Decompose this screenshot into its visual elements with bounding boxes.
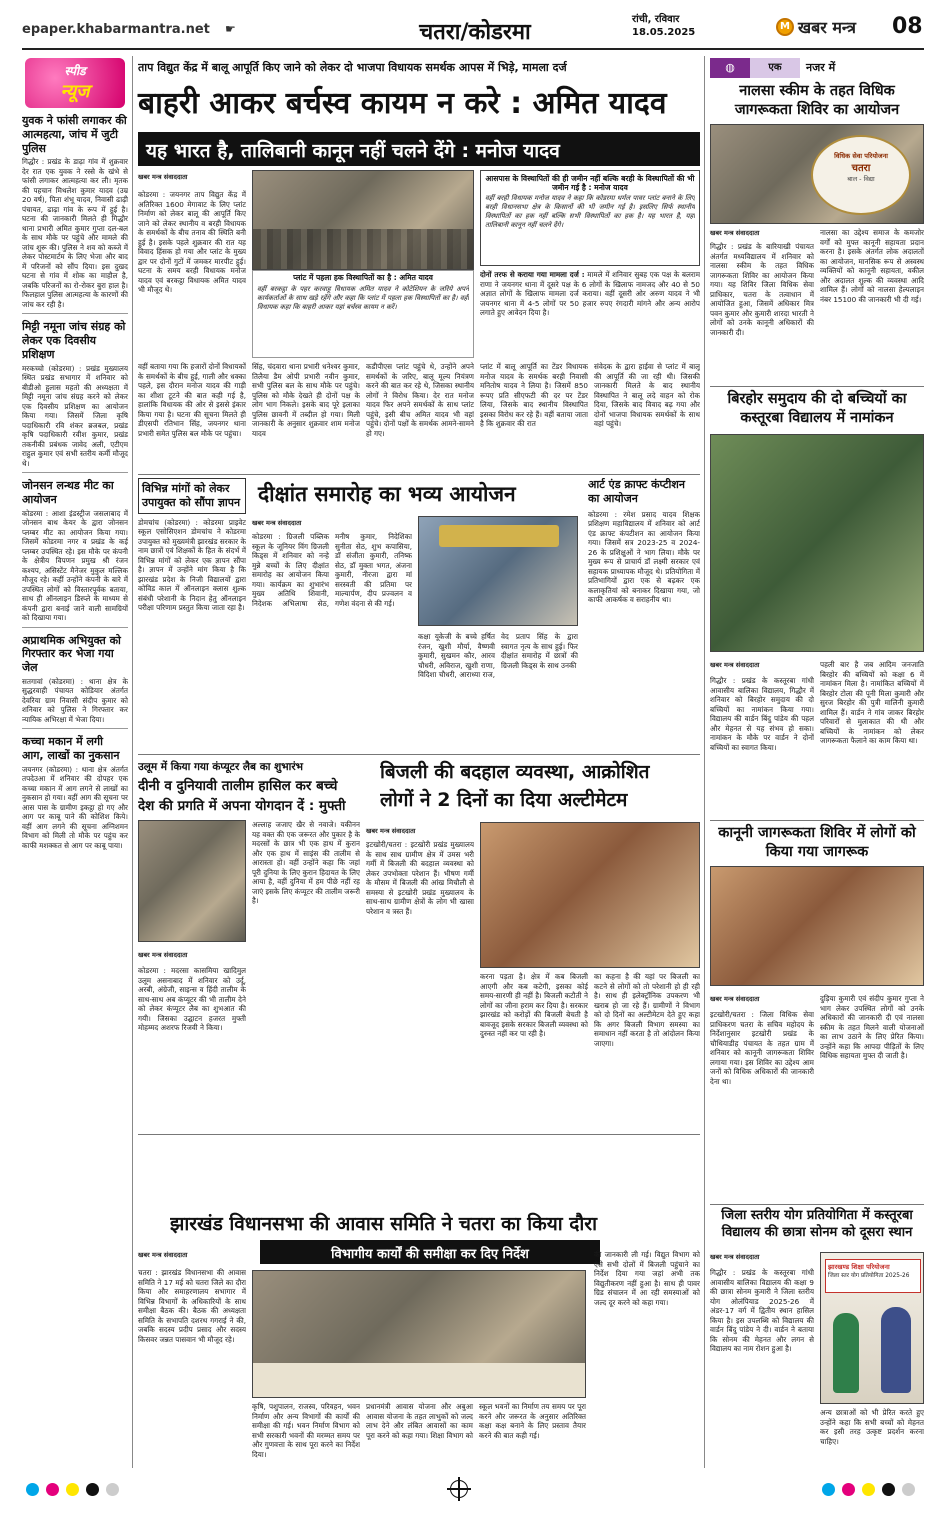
- power-byline: खबर मन्त्र संवाददाता: [366, 827, 416, 835]
- speed-news-item-title: जोनसन लन्थड मीट का आयोजन: [22, 479, 114, 506]
- speed-news-item-body: मरकच्चो (कोडरमा) : प्रखंड मुख्यालय स्थित प्रखंड सभागार में शनिवार को बीडीओ हुलास महतो की अध्यक्षता में मिट्टी नमूना जांच संग्रह करने को लेकर एक दिवसीय प्रशिक्षण का आयोजन किया गया। जिसमें जिला कृषि पदाधिकारी रवि शंकर ब्रजबल, प्रखंड कृषि पदाधिकारी रवीश कुमार, प्रखंड तकनीकी प्रबंधक जावेद अली, एटीएम राहुल कुमार एवं सभी स्तरीय कर्मी मौजूद थे।: [22, 363, 128, 468]
- assembly-body4: की जानकारी ली गई। विद्युत विभाग को ऐसे सभी दोलों में बिजली पहुंचाने का निर्देश दिया गया जहां अभी तक विद्युतीकरण नहीं हुआ है। साथ ही पावर ग्रिड संचालन में आ रही समस्याओं को जल्द दूर करने को कहा गया।: [594, 1250, 700, 1307]
- speed-news-item: [22, 735, 128, 850]
- lead-body-col5: प्लांट में बालू आपूर्ति का टेंडर विधायक मनोज यादव के समर्थक बरही निवासी मनितोष यादव ने लिया है। जिसमें 850 रूपए प्रति सीएफटी की दर पर टेंडर लिया, जिसके बाद स्थानीय विस्थापित इसका विरोध कर रहे हैं। वहीं बताया जाता है कि शुक्रवार की रात: [480, 362, 588, 428]
- speed-news-item-title: कच्चा मकान में लगी आग, लाखों का नुकसान: [22, 735, 120, 762]
- left-column-divider: [132, 56, 133, 1468]
- lead-photo-caption: [252, 270, 474, 358]
- lead-body-col2: वहीं बताया गया कि हजारों दोनों विधायकों के समर्थकों के बीच हुई, गाली और धक्का पहले, इस दौरान मनोज यादव की गाड़ी का शीशा टूटने की बात कही गई है, हालांकि विधायक की ओर से इससे इंकार किया गया है। घटना की सूचना मिलते ही डीएसपी रतिभान सिंह, जयनगर थाना प्रभारी समेत पुलिस बल मौके पर पहुंचा।: [138, 362, 246, 438]
- speed-news-divider: [22, 313, 128, 314]
- lead-photo-caption-title: प्लांट में पहला हक विस्थापितों का है : अमित यादव: [293, 273, 433, 282]
- speed-news-divider: [22, 472, 128, 473]
- speed-news-logo-bottom: न्यूज: [60, 81, 90, 102]
- speed-news-item-body: कोडरमा : आशा इंडस्ट्रीज जसलाबाद में जोनसन बाथ केयर के द्वारा जोनसन प्लम्बर मीट का आयोजन किया गया। जिसमें कोडरमा नगर व प्रखंड के कई प्लम्बर उपस्थित रहे। इस मौके पर कंपनी के क्षेत्रीय विपणन प्रमुख श्री रंजन कश्यप, असिस्टेंट मैनेजर मुकुल मल्लिक मौजूद रहे। कहीं उन्होंने कंपनी के बारे में उपस्थित लोगों को विस्तारपूर्वक बताया, साथ ही ऑनलाइन डिस्प्ले के माध्यम से कंपनी द्वारा बनाई जाने वाली सामग्रियों को दिखाया गया।: [22, 508, 128, 622]
- masthead-date-city: [632, 14, 742, 39]
- rc2-headline: बिरहोर समुदाय की दो बच्चियों का कस्तूरबा विद्यालय में नामांकन: [727, 391, 907, 426]
- power-body3: का कहना है की यहां पर बिजली का कटने से लोगों को तो परेशानी हो ही रही है। साथ ही इलेक्ट्रॉनिक उपकरण भी खराब हो जा रहे हैं। ग्रामीणों ने विभाग को दो दिनों का अल्टीमेटम देते हुए कहा कि अगर बिजली विभाग समस्या का समाधान नहीं करता है तो आंदोलन किया जाएगा।: [594, 972, 700, 1048]
- lead-subhead-text: यह भारत है, तालिबानी कानून नहीं चलने देंगे : मनोज यादव: [146, 140, 560, 162]
- tag-globe-icon: ◍: [710, 58, 750, 78]
- rc4-banner-title: झारखण्ड शिक्षा परियोजना: [828, 1263, 890, 1271]
- assembly-photo: [252, 1270, 586, 1398]
- registration-dot: [66, 1483, 79, 1496]
- lead-headline: बाहरी आकर बर्चस्व कायम न करे : अमित यादव: [138, 86, 667, 121]
- ek-nazar-tag: [710, 58, 924, 78]
- rc1-byline: खबर मन्त्र संवाददाता: [710, 229, 760, 237]
- power-headline1: बिजली की बदहाल व्यवस्था, आक्रोशित: [380, 761, 650, 783]
- assembly-subhead: [260, 1240, 600, 1264]
- lead-photo: [252, 170, 474, 270]
- art-body: कोडरमा : रमेश प्रसाद यादव शिक्षक प्रशिक्षण महाविद्यालय में शनिवार को आर्ट एंड क्राफ्ट कंपटीशन का आयोजन किया गया। जिसमें सत्र 2023-25 व 2024-26 के प्रशिक्षुओं ने भाग लिया। मौके पर मुख्य रूप से प्राचार्य डॉ लक्ष्मी सरकार एवं सहायक प्राध्यापक मौजूद थे। प्रतियोगिता में प्रतिभागियों द्वारा एक से बढ़कर एक कलाकृतियां को बनाकर दिखाया गया, जो काफी आकर्षक व सराहनीय था।: [588, 509, 700, 604]
- speed-news-item: [22, 320, 128, 473]
- lead-subhead: [138, 132, 700, 166]
- speed-news-item: [22, 634, 128, 730]
- registration-dot: [862, 1483, 875, 1496]
- rc1-body2: नालसा का उद्देश्य समाज के कमजोर वर्गों को मुफ्त कानूनी सहायता प्रदान करना है। इसके अंतर्गत लोक अदालतों का आयोजन, मानसिक रूप से अस्वस्थ व्यक्तियों को कानूनी सहायता, वकील और अदालत शुल्क की व्यवस्था आदि शामिल हैं। लोगों को नालसा हेल्पलाइन नंबर 15100 की जानकारी भी दी गई।: [820, 228, 924, 304]
- rc4-byline: खबर मन्त्र संवाददाता: [710, 1253, 760, 1261]
- convocation-byline: खबर मन्त्र संवाददाता: [252, 519, 302, 527]
- cursor-icon: ☛: [225, 22, 236, 36]
- art-story: [588, 478, 700, 750]
- crowd-photo-icon: [253, 229, 473, 270]
- tag-left: एक: [750, 58, 800, 78]
- assembly-headline: झारखंड विधानसभा की आवास समिति ने चतरा का किया दौरा: [170, 1213, 597, 1235]
- rc1-banner-city: चतरा: [851, 163, 871, 174]
- lower-rule: [138, 1134, 700, 1135]
- tag-right: नजर में: [800, 58, 924, 78]
- speed-news-column: [22, 56, 128, 1468]
- lead-byline: खबर मन्त्र संवाददाता: [138, 173, 188, 181]
- rc3-headline: कानूनी जागरूकता शिविर में लोगों को किया गया जागरूक: [718, 825, 916, 860]
- registration-dot: [882, 1483, 895, 1496]
- speed-news-item-title: मिट्टी नमूना जांच संग्रह को लेकर एक दिवसीय प्रशिक्षण: [22, 320, 126, 361]
- rc4-body1: गिद्धौर : प्रखंड के कस्तूरबा गांधी आवासीय बालिका विद्यालय की कक्षा 9 की छात्रा सोनम कुमारी ने जिला स्तरीय योग ओलंपियाड 2025-26 में अंडर-17 वर्ग में द्वितीय स्थान हासिल किया है। इस उपलब्धि को विद्यालय की वार्डन बिंदु पांडेय ने दी। वार्डन ने बताया कि सोनम की मेहनत और लगन से विद्यालय का नाम रोशन हुआ है।: [710, 1268, 814, 1353]
- lead-photo-caption-body: वहीं बरकट्ठा के पहर करवाहू विधायक अमित यादव ने कोटेशियन के जरिये अपने कार्यकर्ताओं के साथ खड़े रहेंगे और कहा कि प्लांट में पहला हक विस्थापितों का है। वहीं विधायक कहा कि बाहरी आकर यहां बर्चस्व कायम न करें।: [257, 285, 469, 311]
- registration-dot: [26, 1483, 39, 1496]
- convocation-body2: कक्षा यूकेजी के बच्चे हर्षित रंजन, खुशी मौर्या, वैष्णवी कुमारी, सुखमन कौर, आरव चौधरी, अविराज, खुशी राणा, विदिशा चौधरी, आराध्या राज, वेद प्रताप सिंह के द्वारा स्वागत नृत्य के साथ हुई। फिर दीक्षांत समारोह में छात्रों की ग्रिजली किड्स के साथ उनकी: [418, 632, 578, 679]
- rc1-banner-top: विधिक सेवा परियोजना: [834, 152, 888, 160]
- lead-case-text: [480, 270, 700, 358]
- school-banner-icon: [439, 525, 559, 547]
- registration-dot: [822, 1483, 835, 1496]
- demands-body: डोमचांच (कोडरमा) : कोडरमा प्राइवेट स्कूल एसोसिएशन डोमचांच ने कोडरमा उपायुक्त को मुख्यमंत्री झारखंड सरकार के नाम छात्रों एवं शिक्षकों के हित के संदर्भ में विभिन्न मांगों को लेकर एक ज्ञापन सौंपा है। ज्ञापन में उन्होंने मांग किया है कि झारखंड प्रदेश के निजी विद्यालयों द्वारा कोविड काल में ऑनलाइन क्लास शुल्क संबंधी परेशानी के निदान हेतु ऑनलाइन परीक्षा परिणाम प्रस्तुत किया जाता रहा है।: [138, 517, 246, 612]
- convocation-headline: दीक्षांत समारोह का भव्य आयोजन: [258, 482, 516, 506]
- footer-registration: [0, 1474, 945, 1517]
- rc2-byline: खबर मन्त्र संवाददाता: [710, 661, 760, 669]
- lab-headline2: देश की प्रगति में अपना योगदान दें : मुफ्ती: [138, 798, 346, 814]
- lead-body-col1: कोडरमा : जयनगर ताप विद्युत केंद्र में अतिरिक्त 1600 मेगावाट के लिए प्लांट निर्माण को लेकर बालू की आपूर्ति किए जाने को लेकर स्थानीय व बरही विधायक के समर्थकों के बीच तनाव की स्थिति बनी हुई है। इसके पहले शुक्रवार की रात यह विवाद हिंसक हो गया और प्लांट के मुख्य द्वार पर दोनों गुटों में जमकर मारपीट हुई। घटना के समय बरही विधायक मनोज यादव एवं बरकट्ठा विधायक अमित यादव भी मौजूद थे।: [138, 190, 246, 294]
- assembly-body3: प्रधानमंत्री आवास योजना और अबुआ आवास योजना के तहत लाभुकों को जल्द लाभ देने और लंबित आवासों का काम पूरा करने को कहा गया। शिक्षा विभाग को स्कूल भवनों का निर्माण तय समय पर पूरा करने और जरूरत के अनुसार अतिरिक्त कक्षा कक्ष बनाने के लिए प्रस्ताव तैयार करने की बात कही गई।: [366, 1402, 586, 1440]
- date: 18.05.2025: [632, 26, 696, 38]
- speed-news-logo: [25, 58, 125, 108]
- lead-kicker: ताप विद्युत केंद्र में बालू आपूर्ति किए जाने को लेकर दो भाजपा विधायक समर्थक आपस में भिड़े, मामला दर्ज: [138, 61, 567, 74]
- masthead-divider: [22, 48, 924, 50]
- rc4-banner: [825, 1259, 921, 1293]
- assembly-byline: खबर मन्त्र संवाददाता: [138, 1251, 188, 1259]
- speed-news-item-title: युवक ने फांसी लगाकर की आत्महत्या, जांच में जुटी पुलिस: [22, 114, 127, 155]
- brand-emblem-icon: M: [776, 18, 794, 36]
- power-photo: [480, 822, 700, 968]
- rc4-photo: [820, 1252, 924, 1404]
- lab-kicker: उलूम में किया गया कंप्यूटर लैब का शुभारंभ: [138, 761, 304, 773]
- lead-body-col4: कडीपीएस प्लांट पहुंचे थे, उन्होंने अपने समर्थकों के जरिए, बालू मूल्य नियंत्रण करने की बात कर रहे थे, जिसका स्थानीय लोगों ने विरोध किया। देर रात मनोज यादव फिर अपने समर्थकों के साथ प्लांट पहुंचे, इसी बीच अमित यादव भी वहां पहुंचे। दोनों पक्षों के समर्थक आमने-सामने हो गए।: [366, 362, 474, 438]
- lab-photo: [138, 820, 246, 942]
- page-number: 08: [892, 14, 923, 39]
- speed-news-divider: [22, 728, 128, 729]
- lab-byline: खबर मन्त्र संवाददाता: [138, 951, 188, 959]
- lead-quote-box: [480, 170, 700, 266]
- rc1-photo: [710, 124, 924, 224]
- rc-rule-2: [710, 820, 924, 821]
- speed-news-item-title: अप्राथमिक अभियुक्त को गिरफ्तार कर भेजा गया जेल: [22, 633, 121, 674]
- rc3-body2: दुड़िया कुमारी एवं संदीप कुमार गुप्ता ने भाग लेकर उपस्थित लोगों को उनके अधिकारों की जानकारी दी एवं नालसा स्कीम के तहत मिलने वाली योजनाओं का लाभ उठाने के लिए प्रेरित किया। उन्होंने कहा कि आपदा पीड़ितों के लिए विधिक सहायता मुफ्त दी जाती है।: [820, 994, 924, 1060]
- power-body1: इटखोरी/चतरा : इटखोरी प्रखंड मुख्यालय के साथ साथ ग्रामीण क्षेत्र में उमस भरी गर्मी में बिजली की बदहाल व्यवस्था को लेकर उपभोक्ता परेशान हैं। भीषण गर्मी के मौसम में बिजली की आंख मिचौली से समस्या से इटखोरी प्रखंड मुख्यालय के साथ-साथ ग्रामीण क्षेत्रों के लोग भी खासा परेशान व त्रस्त हैं।: [366, 840, 474, 916]
- brand-logo: [776, 16, 856, 38]
- rc1-banner: [811, 135, 911, 215]
- lab-headline1: दीनी व दुनियावी तालीम हासिल कर बच्चे: [138, 778, 338, 794]
- registration-dot: [902, 1483, 915, 1496]
- speed-news-item-body: गिद्धौर : प्रखंड के डाढ़ा गांव में शुक्रवार देर रात एक युवक ने रस्से के खंभे से फांसी लगाकर आत्महत्या कर ली। मृतक की पहचान मिथलेश कुमार यादव (उम्र 20 वर्ष), पिता शंभू यादव, निवासी ढाढ़ी पंचायत, ढाढ़ा गांव के रूप में हुई है। घटना की जानकारी मिलते ही गिद्धौर थाना प्रभारी अमित कुमार गुप्ता दल-बल के साथ मौके पर पहुंचे और मामले की जांच शुरू की। पुलिस ने शव को कब्जे में लेकर पोस्टमार्टम के लिए भेजा और बाद में परिजनों को सौंप दिया। इस दुखद घटना से गांव में शोक का माहौल है, जबकि परिजनों का रो-रोकर बुरा हाल है। फिलहाल पुलिस आत्महत्या के कारणों की जांच कर रही है।: [22, 157, 128, 309]
- lead-body-col6: संवेदक के द्वारा हाईवा से प्लांट में बालू की आपूर्ति की जा रही थी। जिसकी जानकारी मिलते के बाद स्थानीय विस्थापित ने बालू लदे वाहन को रोक दिया, जिसके बाद विवाद बढ़ गया और दोनों भाजपा विधायक समर्थकों के साथ वहां पहुंचे।: [594, 362, 700, 428]
- power-headline2: लोगों ने 2 दिनों का दिया अल्टीमेटम: [380, 789, 628, 811]
- speed-news-item-body: सतगावां (कोडरमा) : थाना क्षेत्र के सुद्धरवाही पंचायत कोडियार अंतर्गत देवरिया ग्राम निवासी संदीप कुमार को शनिवार को पुलिस ने गिरफ्तार कर न्यायिक अभिरक्षा में भेजा दिया।: [22, 676, 128, 724]
- rc2-body1: गिद्धौर : प्रखंड के कस्तूरबा गांधी आवासीय बालिका विद्यालय, गिद्धौर में शनिवार को बिरहोर समुदाय की दो बच्चियों का नामांकन किया गया। विद्यालय की वार्डन बिंदु पांडेय की पहल और मेहनत से यह संभव हो सका। नामांकन के मौके पर वार्डन ने दोनों बच्चियों का स्वागत किया।: [710, 676, 814, 752]
- site-url[interactable]: epaper.khabarmantra.net: [22, 22, 210, 37]
- speed-news-item: [22, 114, 128, 314]
- power-body2: करना पड़ता है। क्षेत्र में कब बिजली आएगी और कब कटेगी, इसका कोई समय-सारणी ही नहीं है। बिजली कटौती ने लोगों का जीना हराम कर दिया है। सरकार झारखंड को करोड़ों की बिजली बेचती है बावजूद इसके सरकार बिजली व्यवस्था को दुरुस्त नहीं कर पा रही है।: [480, 972, 588, 1038]
- crosshair-icon: [450, 1480, 468, 1498]
- lead-case-body: मामले में शनिवार सुबह एक पक्ष के बलराम राणा ने जयनगर थाना में दूसरे पक्ष के 6 लोगों के खिलाफ नामजद और 40 से 50 अज्ञात लोगों के खिलाफ मामला दर्ज कराया। वहीं दूसरी ओर अरुण यादव ने भी जयनगर थाना में 4-5 लोगों पर 50 हजार रुपए रंगदारी मांगने और अन्य आरोप लगाते हुए आवेदन दिया है।: [480, 270, 700, 317]
- brand-name: खबर मन्त्र: [798, 18, 856, 37]
- masthead: [0, 0, 945, 56]
- section-title: चतरा/कोडरमा: [419, 20, 531, 45]
- right-column-divider: [704, 56, 705, 1468]
- assembly-body2: कृषि, पशुपालन, राजस्व, परिवहन, भवन निर्माण और अन्य विभागों की कार्यों की समीक्षा की गई। भवन निर्माण विभाग को सभी सरकारी भवनों की मरम्मत समय पर और गुणवत्ता के साथ पूरा करने का निर्देश दिया।: [252, 1402, 360, 1459]
- lead-bottom-rule: [138, 474, 700, 475]
- rc4-headline: जिला स्तरीय योग प्रतियोगिता में कस्तूरबा विद्यालय की छात्रा सोनम को दूसरा स्थान: [721, 1208, 913, 1240]
- city-day: रांची, रविवार: [632, 14, 680, 25]
- rc4-banner-sub: जिला स्तर योग प्रतियोगिता 2025-26: [828, 1273, 910, 1279]
- lead-body-col3: सिंह, चंदवारा थाना प्रभारी धनेश्वर कुमार, तिलैया डैम ओपी प्रभारी नवीन कुमार, सभी पुलिस बल के साथ मौके पर पहुंचे। पुलिस को मौके देखते ही दोनों पक्ष के लोग भाग निकले। इसके बाद पूरे इलाका पुलिस छावनी में तब्दील हो गया। मिली जानकारी के अनुसार शुक्रवार शाम मनोज यादव: [252, 362, 360, 438]
- speed-news-logo-top: स्पीड: [64, 64, 86, 78]
- rc2-photo: [710, 434, 924, 652]
- lab-body2: अल्लाह जजाए खैर से नवाजे। यकीनन यह वक्त की एक जरूरत और पुकार है के मदरसों के छात्र भी एक हाथ में कुरान और एक हाथ में साइंस की तालीम से आरास्ता हो। वहीं उन्होंने कहा कि जहां पूरी दुनिया के लिए कुरान हिदायत के लिए आया है, वहीं दुनिया में हम पीछे नहीं रह जाएं इसके लिए कंप्यूटर की तालीम जरूरी है।: [252, 820, 360, 905]
- rc3-body1: इटखोरी/चतरा : जिला विधिक सेवा प्राधिकरण चतरा के सचिव महोदय के निर्देशानुसार इटखोरी प्रखंड के चौथियाडीह पंचायत के तहत ग्राम में शनिवार को कानूनी जागरूकता शिविर लगाया गया। इस शिविर का उद्देश्य आम जनों को विधिक अधिकारों की जानकारी देना था।: [710, 1010, 814, 1086]
- art-title: आर्ट एंड क्राफ्ट कंप्टीशन का आयोजन: [588, 478, 685, 505]
- speed-news-divider: [22, 627, 128, 628]
- registration-dot: [46, 1483, 59, 1496]
- student-figure-icon: [833, 1313, 859, 1393]
- registration-dot: [86, 1483, 99, 1496]
- rc2-body2: पहली बार है जब आदिम जनजाति बिरहोर की बच्चियों को कक्षा 6 में नामांकन मिला है। नामांकित बच्चियों में बिरहोर टोला की पूनी मिला कुमारी और सुरज बिरहोर की पुत्री मालिनी कुमारी शामिल हैं। वार्डन ने गांव जाकर बिरहोर परिवारों से मुलाकात की थी और बच्चियों के नामांकन को लेकर जागरूकता फैलाने का काम किया था।: [820, 660, 924, 745]
- convocation-photo: [418, 516, 578, 626]
- rc1-headline: नालसा स्कीम के तहत विधिक जागरूकता शिविर का आयोजन: [734, 83, 900, 118]
- convocation-body1: कोडरमा : ग्रिजली पब्लिक स्कूल के जूनियर विंग ग्रिजली किड्स में शनिवार को नन्हे मुन्ने बच्चों के लिए दीक्षांत समारोह का आयोजन किया गया। कार्यक्रम का शुभारंभ मुख्य अतिथि शिवानी, निदेशक अभिलाषा सेठ, मनीष कुमार, निदेशिका सुनीता सेठ, शुभ कपासिया, डॉ संजीता कुमारी, तनिष्क सेठ, डॉ मुक्ता भगत, अंजना कुमारी, नीरजा द्वारा मां सरस्वती की प्रतिमा पर माल्यार्पण, दीप प्रज्वलन व गणेश वंदना से की गई।: [252, 532, 412, 608]
- lead-quote-title: आसपास के विस्थापितों की ही जमीन नहीं बल्कि बरही के विस्थापितों की भी जमीन गई है : मनोज यादव: [485, 174, 695, 193]
- rc3-byline: खबर मन्त्र संवाददाता: [710, 995, 760, 1003]
- speed-news-item-body: जयनगर (कोडरमा) : थाना क्षेत्र अंतर्गत तपदेउआ में शनिवार की दोपहर एक कच्चा मकान में आग लगने से लाखों का नुकसान हो गया। वहीं आग की सूचना पर आस पास के ग्रामीण इकट्ठा हो गए और आग पर काबू पाने की कोशिश किये। वहीं आग लगने की सूचना अग्निशमन विभाग को मिली तो मौके पर पहुंच कर काफी मशक्कत से आग पर काबू पाया।: [22, 764, 128, 850]
- rc1-body1: गिद्धौर : प्रखंड के बारियाखी पंचायत अंतर्गत मध्यविद्यालय में शनिवार को नालसा स्कीम के तहत विधिक जागरूकता शिविर का आयोजन किया गया। यह शिविर जिला विधिक सेवा प्राधिकार, चतरा के तत्वाधान में आयोजित हुआ, जिसमें अधिकार मित्र पवन कुमार और कुमारी शारदा भारती ने लोगों को उनके कानूनी अधिकारों की जानकारी दी।: [710, 242, 814, 337]
- rc4-body2: अन्य छात्राओं को भी प्रेरित करते हुए उन्होंने कहा कि सभी बच्चों को मेहनत कर इसी तरह उत्कृष्ट प्रदर्शन करना चाहिए।: [820, 1408, 924, 1446]
- teacher-figure-icon: [881, 1307, 911, 1393]
- demands-story: [138, 478, 246, 750]
- lab-body1: कोडरमा : मदरसा कासमिया खादिमुल उलूम असनाबाद में शनिवार को उर्दू, अरबी, अंग्रेजी, साइन्स व हिंदी तालीम के साथ-साथ अब कंप्यूटर की भी तालीम देने को लेकर कंप्यूटर लैब का शुभआत की गयी। जिसका उद्घाटन हजरत मुफ्ती मोहम्मद अशरफ रिजवी ने किया।: [138, 966, 246, 1032]
- assembly-subhead-text: विभागीय कार्यों की समीक्षा कर दिए निर्देश: [331, 1247, 529, 1262]
- demands-title: विभिन्न मांगों को लेकर उपायुक्त को सौंपा ज्ञापन: [138, 478, 246, 514]
- rc1-banner-sub: बाल - विद्या: [847, 175, 875, 183]
- mid-rule: [138, 754, 700, 755]
- rc3-photo: [710, 866, 924, 986]
- assembly-body1: चतरा : झारखंड विधानसभा की आवास समिति ने 17 मई को चतरा जिले का दौरा किया और समाहरणालय सभागार में विभिन्न विभागों के अधिकारियों के साथ समीक्षा बैठक की। बैठक की अध्यक्षता समिति के सभापति दशरथ गगराई ने की, जबकि सदस्य प्रदीप प्रसाद और सदस्य किसवर जन्नत पासवान भी मौजूद रहे।: [138, 1268, 246, 1344]
- rc-rule-3: [710, 1204, 924, 1205]
- lead-quote-body: वहीं बरही विधायक मनोज यादव ने कहा कि कोडरमा थर्मल पावर प्लांट बनाने के लिए बरही विधानसभा क्षेत्र के किसानों की भी जमीन गई है। इसलिए सिर्फ स्थानीय विस्थापितों का हक नहीं बल्कि सभी विस्थापितों का हक है। यह भारत है, यहां तालिबानी कानून नहीं चलने देंगे।: [485, 194, 695, 230]
- lead-case-title: दोनों तरफ से कराया गया मामला दर्ज :: [480, 270, 585, 279]
- meeting-table-icon: [253, 1363, 585, 1398]
- rc-rule-1: [710, 386, 924, 387]
- registration-dot: [842, 1483, 855, 1496]
- registration-dot: [106, 1483, 119, 1496]
- speed-news-item: [22, 479, 128, 628]
